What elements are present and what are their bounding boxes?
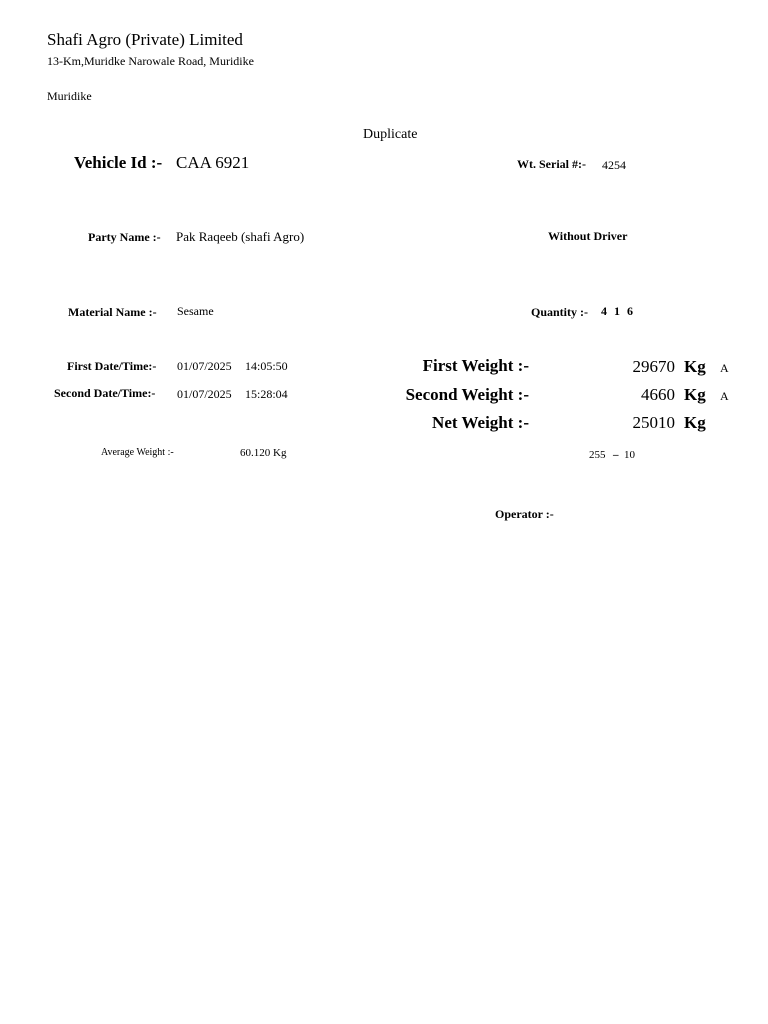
second-date-value: 01/07/2025: [177, 387, 232, 401]
bag-count-separator: –: [613, 449, 619, 461]
vehicle-id-value: CAA 6921: [176, 153, 250, 172]
net-weight-unit: Kg: [684, 413, 706, 432]
quantity-value: 4 1 6: [601, 304, 635, 318]
second-weight-label: Second Weight :-: [405, 385, 529, 404]
second-weight-value: 4660: [641, 385, 675, 404]
quantity-label: Quantity :-: [531, 305, 588, 319]
net-weight-value: 25010: [632, 413, 675, 432]
driver-status: Without Driver: [548, 229, 628, 243]
second-time-value: 15:28:04: [245, 387, 288, 401]
first-time-value: 14:05:50: [245, 359, 288, 373]
net-weight-label: Net Weight :-: [432, 413, 529, 432]
average-weight-value: 60.120 Kg: [240, 447, 287, 459]
first-weight-value: 29670: [632, 357, 675, 376]
party-name-label: Party Name :-: [88, 230, 161, 244]
bag-count-secondary: 10: [624, 449, 635, 461]
first-datetime-label: First Date/Time:-: [67, 359, 157, 373]
second-weight-flag: A: [720, 389, 729, 403]
average-weight-label: Average Weight :-: [101, 447, 174, 458]
company-address-line1: 13-Km,Muridke Narowale Road, Muridike: [47, 54, 254, 68]
copy-type-title: Duplicate: [363, 127, 418, 142]
first-weight-flag: A: [720, 361, 729, 375]
vehicle-id-label: Vehicle Id :-: [74, 153, 163, 172]
party-name-value: Pak Raqeeb (shafi Agro): [176, 229, 305, 244]
material-name-value: Sesame: [177, 304, 214, 318]
weight-serial-value: 4254: [602, 158, 626, 172]
operator-label: Operator :-: [495, 507, 554, 521]
material-name-label: Material Name :-: [68, 305, 157, 319]
company-name: Shafi Agro (Private) Limited: [47, 30, 243, 49]
first-date-value: 01/07/2025: [177, 359, 232, 373]
weight-serial-label: Wt. Serial #:-: [517, 157, 586, 171]
second-datetime-label: Second Date/Time:-: [54, 386, 156, 400]
bag-count-primary: 255: [589, 449, 606, 461]
first-weight-unit: Kg: [684, 357, 706, 376]
company-address-line2: Muridike: [47, 89, 92, 103]
first-weight-label: First Weight :-: [422, 356, 529, 375]
second-weight-unit: Kg: [684, 385, 706, 404]
